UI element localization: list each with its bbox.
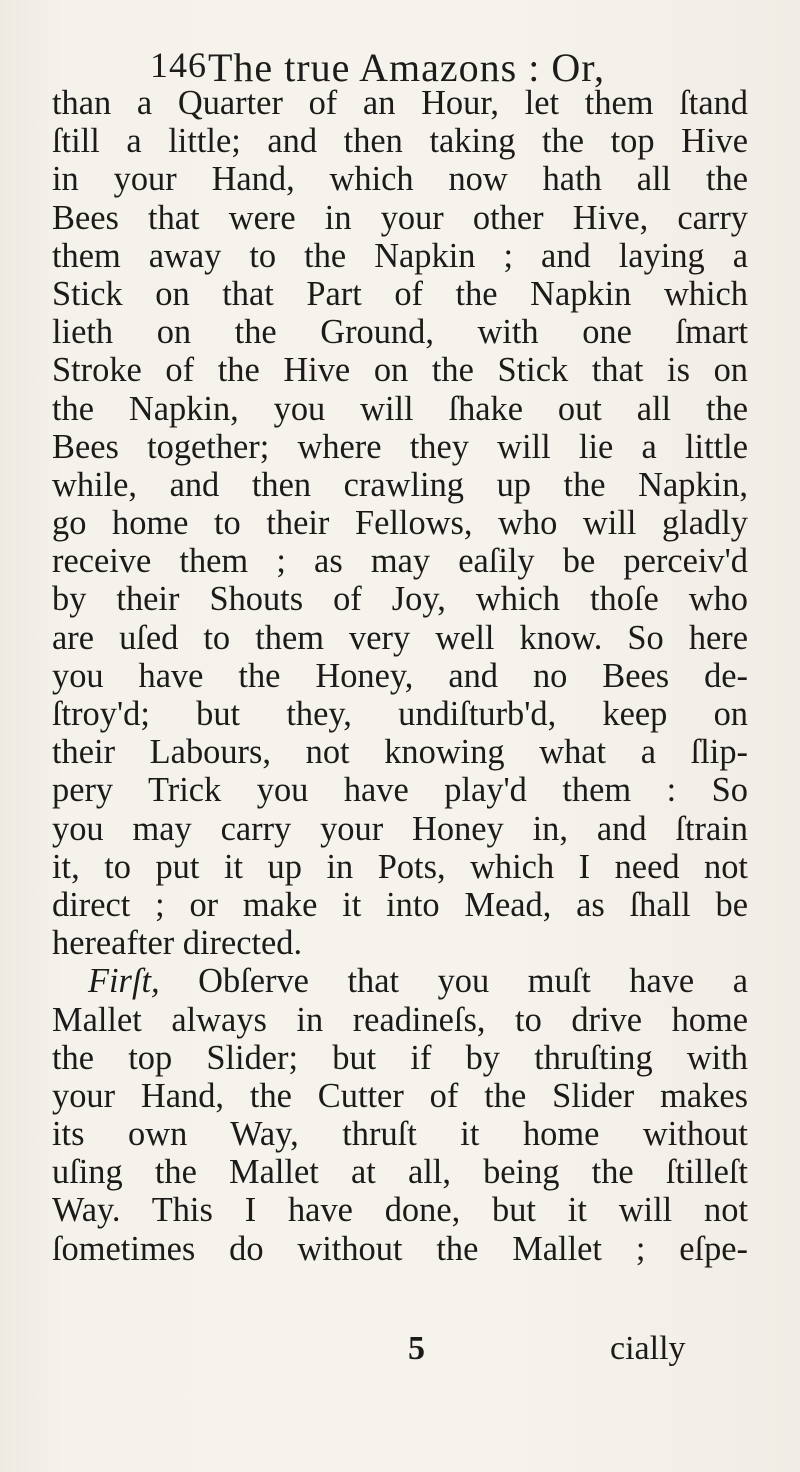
text-line: go home to their Fellows, who will gladly <box>52 504 748 543</box>
text-line: its own Way, thruſt it home without <box>52 1115 748 1154</box>
text-line: than a Quarter of an Hour, let them ſtand <box>52 84 748 122</box>
text-line: their Labours, not knowing what a ſlip- <box>52 733 748 772</box>
text-line: lieth on the Ground, with one ſmart <box>52 313 748 352</box>
text-line: Way. This I have done, but it will not <box>52 1191 748 1230</box>
text-line: Stick on that Part of the Napkin which <box>52 274 748 313</box>
text-line: them away to the Napkin ; and laying a <box>52 236 748 275</box>
text-line: the top Slider; but if by thruſting with <box>52 1038 748 1077</box>
text-line: Stroke of the Hive on the Stick that is on <box>52 351 748 390</box>
text-line: uſing the Mallet at all, being the ſtilleſt <box>52 1153 748 1192</box>
text-line: you may carry your Honey in, and ſtrain <box>52 809 748 848</box>
text-line: ſtill a little; and then taking the top Hive <box>52 122 748 161</box>
catchword: cially <box>610 1330 686 1367</box>
body-text <box>52 84 748 1268</box>
text-line: ſtroy'd; but they, undiſturb'd, keep on <box>52 695 748 733</box>
text-line: in your Hand, which now hath all the <box>52 160 748 199</box>
page-number: 146 <box>150 45 207 85</box>
text-span: Obſerve that you muſt have a <box>159 962 748 1001</box>
text-line: by their Shouts of Joy, which thoſe who <box>52 580 748 619</box>
signature-mark: 5 <box>408 1330 425 1367</box>
text-line: Mallet always in readineſs, to drive home <box>52 1000 748 1039</box>
text-line: direct ; or make it into Mead, as ſhall be <box>52 885 748 924</box>
first-word: Firſt, <box>88 962 160 1001</box>
page-footer <box>0 1330 800 1380</box>
text-line: Bees together; where they will lie a little <box>52 427 748 466</box>
text-line: hereafter directed. <box>52 924 303 963</box>
text-line: ſometimes do without the Mallet ; eſpe- <box>52 1229 748 1268</box>
paragraph-start-line <box>52 962 748 1000</box>
text-line: are uſed to them very well know. So here <box>52 618 748 657</box>
text-line: receive them ; as may eaſily be perceiv'd <box>52 542 748 581</box>
text-line: while, and then crawling up the Napkin, <box>52 465 748 504</box>
text-line: the Napkin, you will ſhake out all the <box>52 389 748 428</box>
text-line: you have the Honey, and no Bees de- <box>52 656 748 695</box>
text-line: it, to put it up in Pots, which I need not <box>52 847 748 886</box>
text-line: your Hand, the Cutter of the Slider makes <box>52 1076 748 1115</box>
running-head: The true Amazons : Or, <box>208 45 605 90</box>
text-line: pery Trick you have play'd them : So <box>52 771 748 810</box>
text-line: Bees that were in your other Hive, carry <box>52 198 748 237</box>
